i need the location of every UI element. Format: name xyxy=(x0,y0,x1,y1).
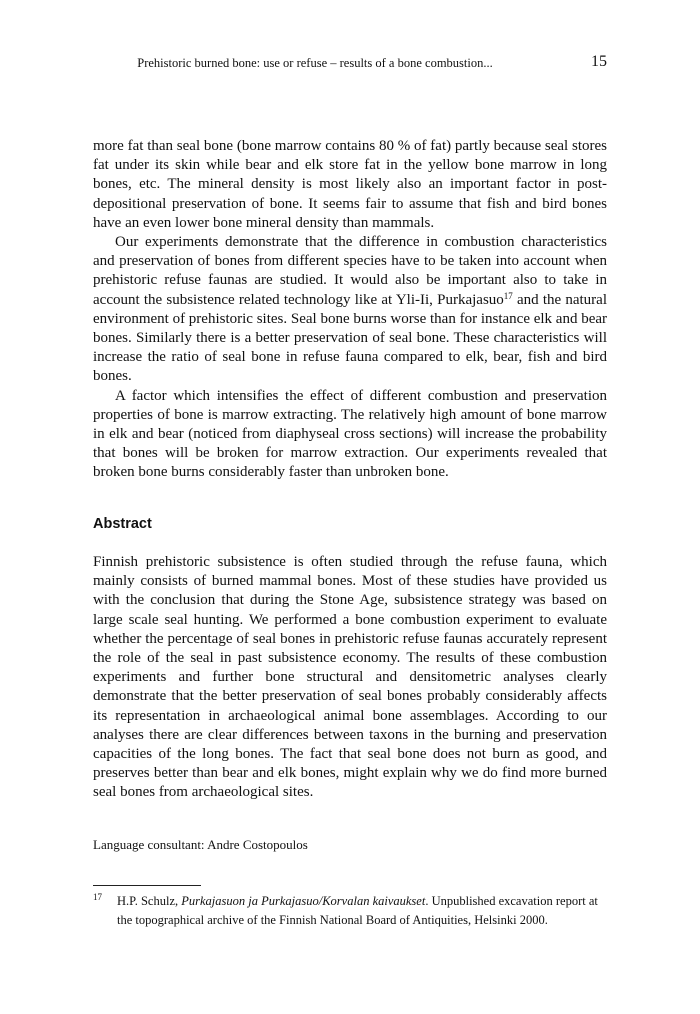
abstract-text: Finnish prehistoric subsistence is often studied through the refuse fauna, which mainly consists of burned mammal bones. Most of these studies have provided us with the conclusion that during the Stone Age, subsistence strategy was based on large scale seal hunting. We performed a bone combustion experiment to evaluate whether the percentage of seal bones in prehistoric refuse faunas accurately represent the role of the seal in past subsistence economy. The results of these combustion experiments and further bone structural and densitometric analyses clearly demonstrate that the better preservation of seal bones probably considerably affects its representation in archaeological animal bone assemblages. According to our analyses there are clear differences between taxons in the burning and preservation capacities of the long bones. The fact that seal bone does not burn as good, and preserves better than bear and elk bones, might explain why we do find more burned seal bones from archaeological sites. xyxy=(93,554,607,801)
paragraph-2-text-continued: and the natural environment of prehistoric sites. Seal bone burns worse than for instance elk and bear bones. Similarly there is a better preservation of seal bone. These characteristics will increase the ratio of seal bone in refuse fauna compared to elk, bear, fish and bird bones. xyxy=(93,291,608,385)
paragraph-1: more fat than seal bone (bone marrow contains 80 % of fat) partly because seal stores fat under its skin while bear and elk store fat in the yellow bone marrow in long bones, etc. The mineral density is most likely also an important factor in post-depositional preservation of bone. It seems fair to assume that fish and bird bones have an even lower bone mineral density than mammals. xyxy=(93,138,607,231)
language-consultant: Language consultant: Andre Costopoulos xyxy=(93,837,308,852)
paragraph-2 xyxy=(93,233,607,387)
footnote-divider xyxy=(93,885,201,886)
page-number: 15 xyxy=(591,53,607,70)
footnote-details: . Unpublished excavation report at xyxy=(425,894,598,908)
main-text xyxy=(93,137,607,483)
footnote-line-1 xyxy=(117,892,607,911)
running-title: Prehistoric burned bone: use or refuse – results of a bone combustion... xyxy=(137,56,493,70)
footnote-line-2: the topographical archive of the Finnish National Board of Antiquities, Helsinki 2000. xyxy=(117,912,548,927)
abstract-heading: Abstract xyxy=(93,516,152,532)
footnote-author: H.P. Schulz, xyxy=(117,894,182,908)
footnote-title: Purkajasuon ja Purkajasuo/Korvalan kaivaukset xyxy=(181,894,426,908)
paragraph-3: A factor which intensifies the effect of different combustion and preservation properties of bone is marrow extracting. The relatively high amount of bone marrow in elk and bear (noticed from diaphyseal cross sections) will increase the probability that bones will be broken for marrow extraction. Our experiments revealed that broken bone burns considerably faster than unbroken bone. xyxy=(93,387,607,481)
footnote xyxy=(93,892,607,929)
abstract-section xyxy=(93,553,607,803)
footnote-reference: 17 xyxy=(503,290,513,301)
footnote-number: 17 xyxy=(93,892,102,902)
footnote-text xyxy=(117,892,607,929)
running-header xyxy=(93,54,607,72)
paragraph-2-text: Our experiments demonstrate that the difference in combustion characteristics and preservation of bones from different species have to be taken into account when prehistoric refuse faunas are studied. It would also be important also to take in account the subsistence related technology like at Yli-Ii, Purkajasuo xyxy=(93,234,607,308)
